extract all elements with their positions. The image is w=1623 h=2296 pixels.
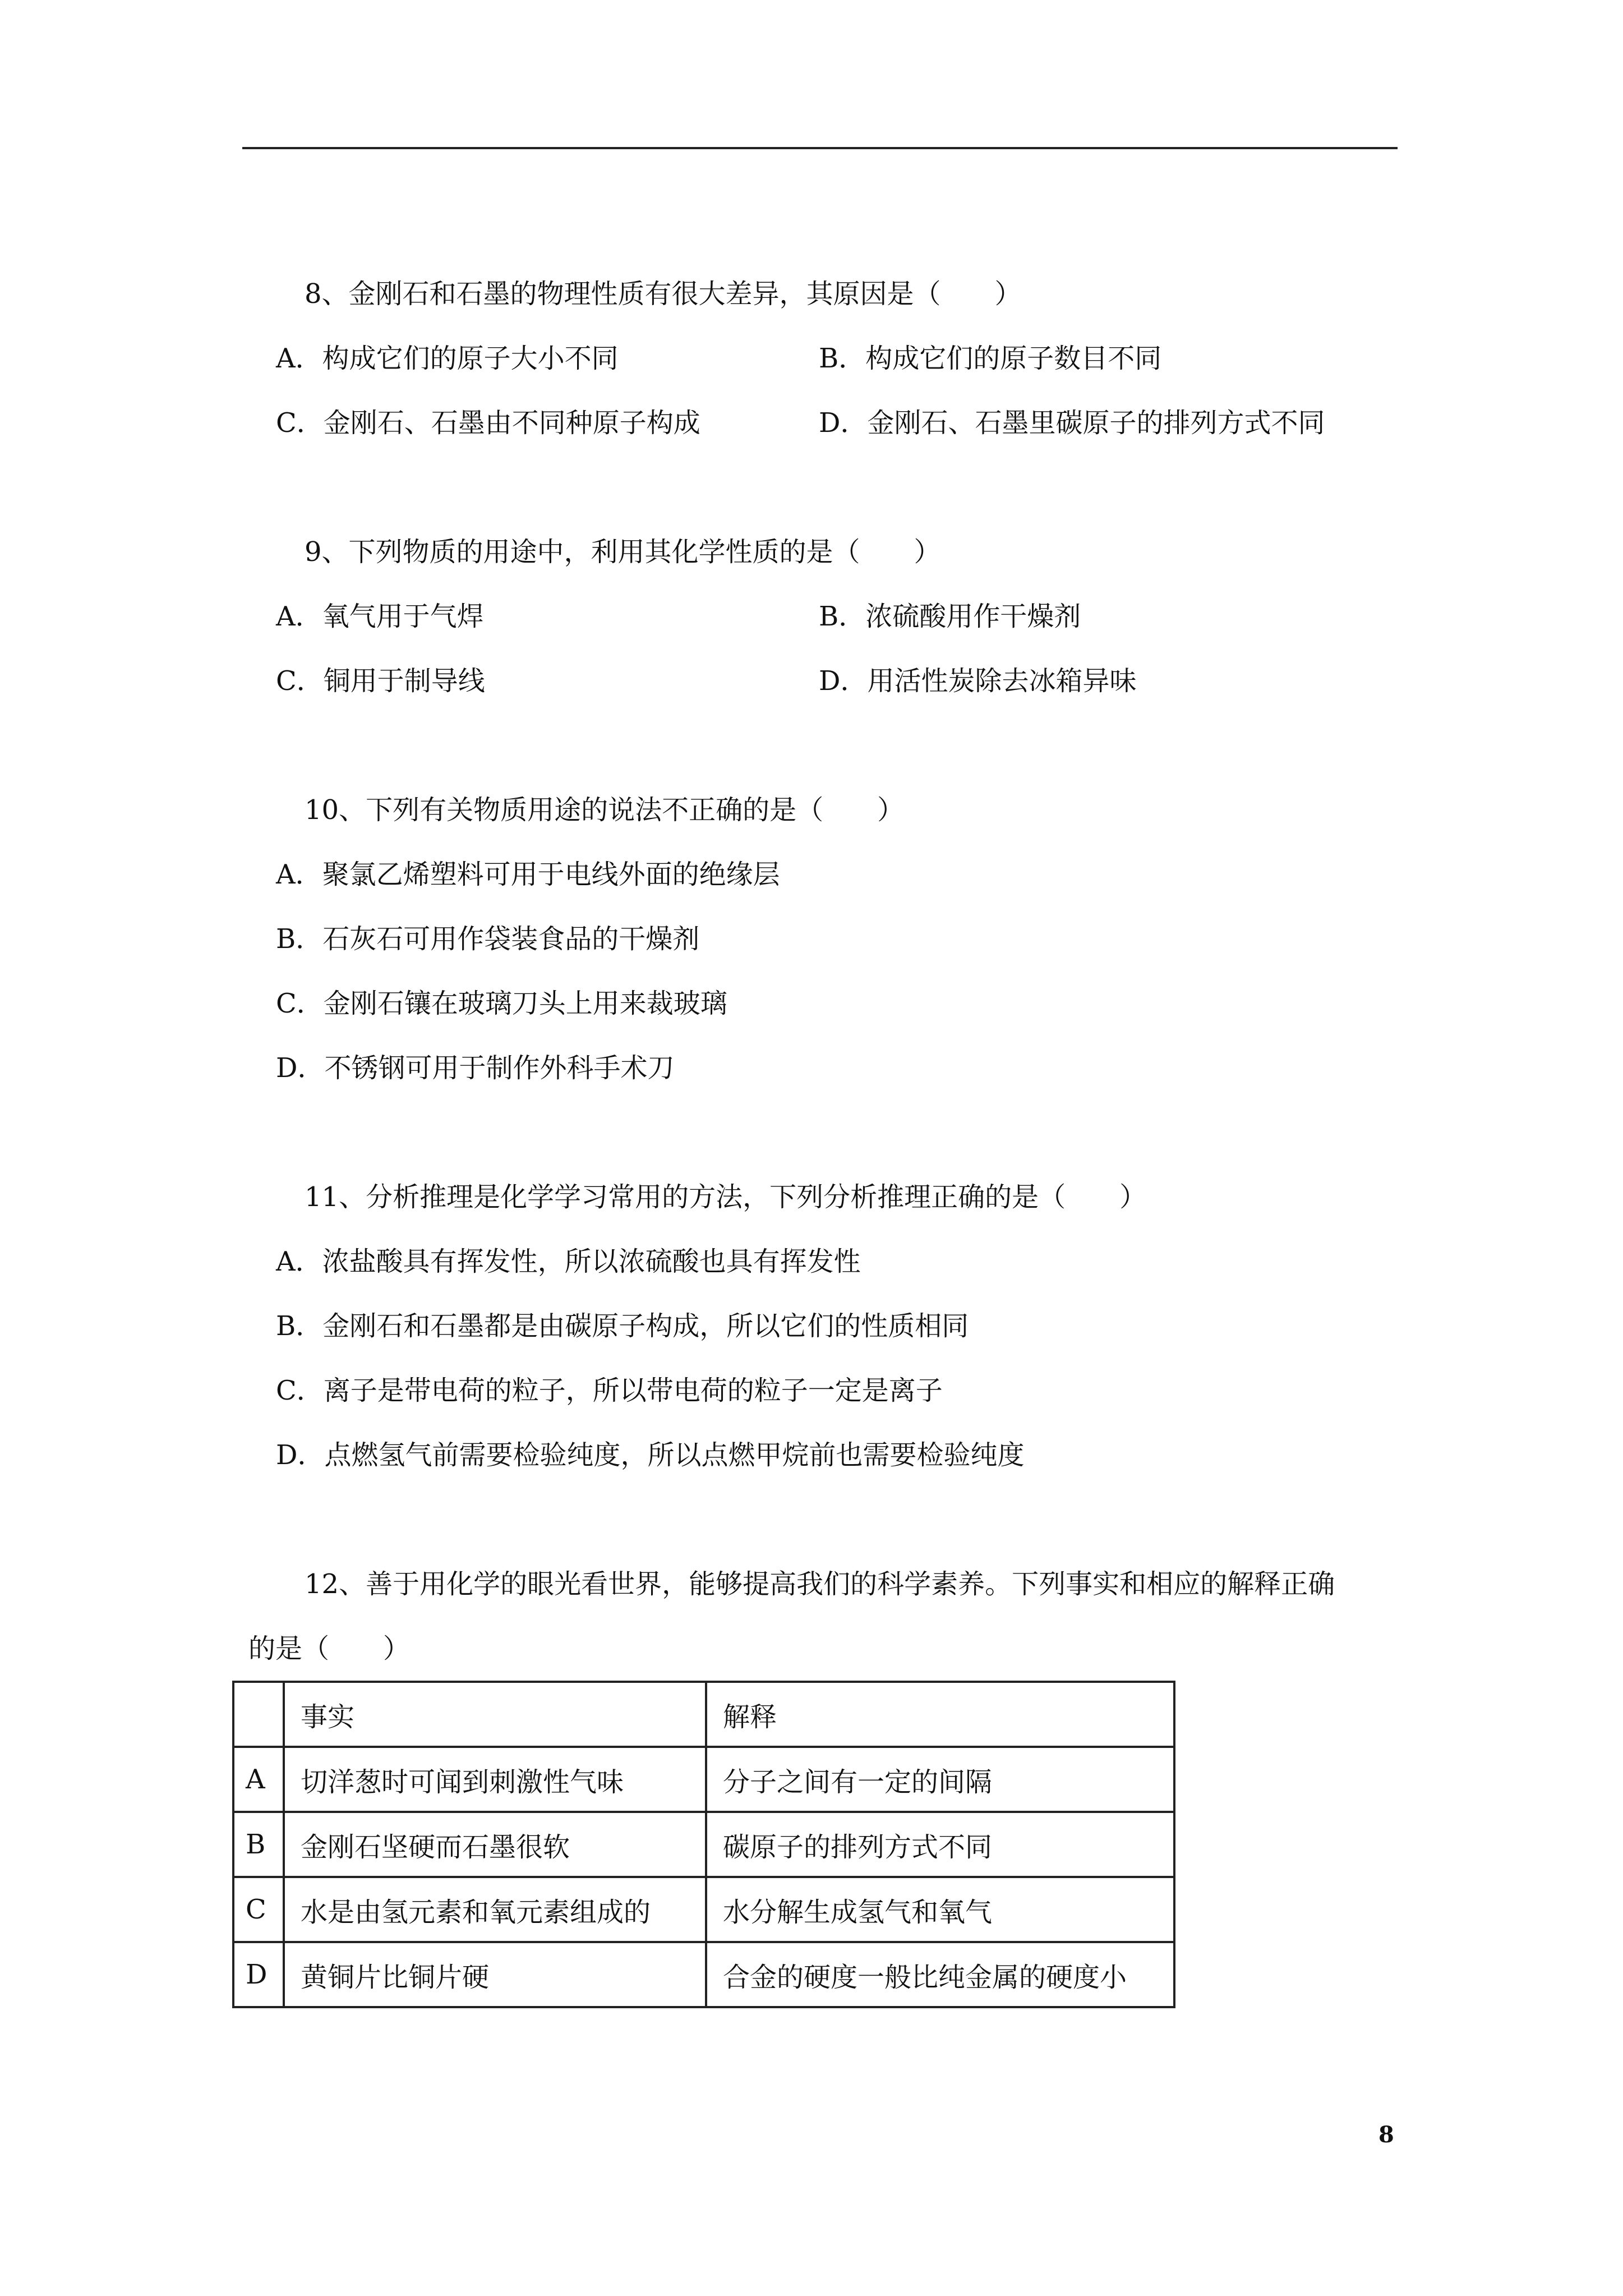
question-12-stem-line-1: 12、善于用化学的眼光看世界，能够提高我们的科学素养。下列事实和相应的解释正确 [305, 1568, 1335, 1600]
table-row [233, 1942, 1174, 2007]
table-header-explanation: 解释 [706, 1682, 1174, 1747]
question-11-option-a: A．浓盐酸具有挥发性，所以浓硫酸也具有挥发性 [276, 1246, 861, 1277]
question-8-option-c: C．金刚石、石墨由不同种原子构成 [276, 407, 700, 439]
question-11-option-c: C．离子是带电荷的粒子，所以带电荷的粒子一定是离子 [276, 1375, 943, 1406]
question-8-option-a: A．构成它们的原子大小不同 [276, 343, 619, 374]
question-11-option-b: B．金刚石和石墨都是由碳原子构成，所以它们的性质相同 [276, 1310, 969, 1342]
question-9-option-d: D．用活性炭除去冰箱异味 [819, 665, 1137, 697]
table-row-explanation: 水分解生成氢气和氧气 [706, 1877, 1174, 1942]
question-10-option-c: C．金刚石镶在玻璃刀头上用来裁玻璃 [276, 988, 727, 1019]
question-10-stem: 10、下列有关物质用途的说法不正确的是（ ） [305, 794, 905, 826]
question-12-stem-line-2: 的是（ ） [248, 1633, 411, 1664]
table-row-key: A [233, 1747, 284, 1812]
question-8-option-b: B．构成它们的原子数目不同 [819, 343, 1162, 374]
question-12-table [232, 1681, 1175, 2008]
table-row-key: B [233, 1812, 284, 1877]
question-11-option-d: D．点燃氢气前需要检验纯度，所以点燃甲烷前也需要检验纯度 [276, 1439, 1025, 1471]
question-10-option-a: A．聚氯乙烯塑料可用于电线外面的绝缘层 [276, 859, 780, 890]
table-header-key [233, 1682, 284, 1747]
table-row [233, 1877, 1174, 1942]
table-row-fact: 金刚石坚硬而石墨很软 [284, 1812, 706, 1877]
question-10-option-d: D．不锈钢可用于制作外科手术刀 [276, 1052, 675, 1084]
table-row-explanation: 合金的硬度一般比纯金属的硬度小 [706, 1942, 1174, 2007]
table-row-explanation: 分子之间有一定的间隔 [706, 1747, 1174, 1812]
question-8-option-d: D．金刚石、石墨里碳原子的排列方式不同 [819, 407, 1325, 439]
question-9-option-b: B．浓硫酸用作干燥剂 [819, 601, 1081, 632]
table-row [233, 1812, 1174, 1877]
table-row-key: C [233, 1877, 284, 1942]
table-row-fact: 水是由氢元素和氧元素组成的 [284, 1877, 706, 1942]
table-header-row [233, 1682, 1174, 1747]
table-header-fact: 事实 [284, 1682, 706, 1747]
table-row-explanation: 碳原子的排列方式不同 [706, 1812, 1174, 1877]
question-11-stem: 11、分析推理是化学学习常用的方法，下列分析推理正确的是（ ） [305, 1181, 1147, 1213]
table-row-fact: 黄铜片比铜片硬 [284, 1942, 706, 2007]
question-9-option-c: C．铜用于制导线 [276, 665, 485, 697]
question-10-option-b: B．石灰石可用作袋装食品的干燥剂 [276, 923, 700, 955]
header-rule [242, 147, 1398, 149]
table-row [233, 1747, 1174, 1812]
question-9-option-a: A．氧气用于气焊 [276, 601, 484, 632]
question-8-stem: 8、金刚石和石墨的物理性质有很大差异，其原因是（ ） [305, 278, 1022, 310]
table-row-key: D [233, 1942, 284, 2007]
question-9-stem: 9、下列物质的用途中，利用其化学性质的是（ ） [305, 536, 941, 568]
table-row-fact: 切洋葱时可闻到刺激性气味 [284, 1747, 706, 1812]
page-number: 8 [1378, 2122, 1394, 2148]
